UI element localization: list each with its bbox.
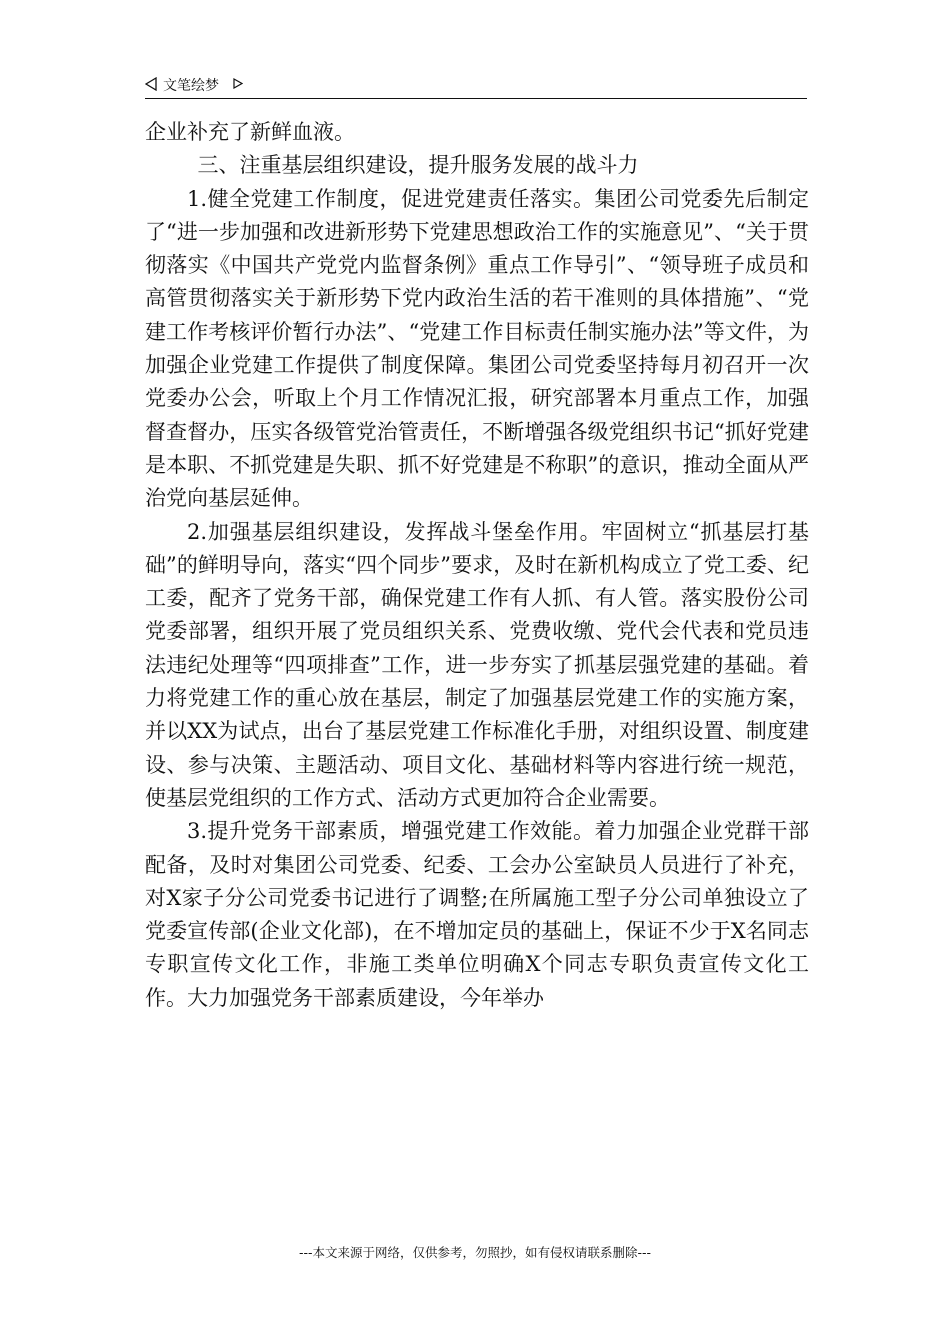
triangle-right-icon (233, 78, 243, 89)
document-body (145, 116, 809, 1015)
page-header (145, 72, 807, 99)
header-brand: 文笔绘梦 (163, 78, 219, 94)
paragraph-item-1: 1.健全党建工作制度，促进党建责任落实。集团公司党委先后制定了“进一步加强和改进新形势下党建思想政治工作的实施意见”、“关于贯彻落实《中国共产党党内监督条例》重点工作导引”、“领导班子成员和高管贯彻落实关于新形势下党内政治生活的若干准则的具体措施”、“党建工作考核评价暂行办法”、“党建工作目标责任制实施办法”等文件，为加强企业党建工作提供了制度保障。集团公司党委坚持每月初召开一次党委办公会，听取上个月工作情况汇报，研究部署本月重点工作，加强督查督办，压实各级管党治管责任，不断增强各级党组织书记“抓好党建是本职、不抓党建是失职、抓不好党建是不称职”的意识，推动全面从严治党向基层延伸。 (145, 186, 809, 511)
paragraph-item-3: 3.提升党务干部素质，增强党建工作效能。着力加强企业党群干部配备，及时对集团公司党委、纪委、工会办公室缺员人员进行了补充，对X家子分公司党委书记进行了调整;在所属施工型子分公司单独设立了党委宣传部(企业文化部)，在不增加定员的基础上，保证不少于X名同志专职宣传文化工作，非施工类单位明确X个同志专职负责宣传文化工作。大力加强党务干部素质建设，今年举办 (145, 819, 809, 1010)
triangle-left-icon (145, 77, 157, 91)
section-heading: 三、注重基层组织建设，提升服务发展的战斗力 (197, 153, 639, 178)
paragraph-continuation: 企业补充了新鲜血液。 (145, 120, 355, 144)
footer-notice: ---本文来源于网络，仅供参考，勿照抄，如有侵权请联系删除--- (298, 1245, 652, 1260)
paragraph-item-2: 2.加强基层组织建设，发挥战斗堡垒作用。牢固树立“抓基层打基础”的鲜明导向，落实“四个同步”要求，及时在新机构成立了党工委、纪工委，配齐了党务干部，确保党建工作有人抓、有人管。落实股份公司党委部署，组织开展了党员组织关系、党费收缴、党代会代表和党员违法违纪处理等“四项排查”工作，进一步夯实了抓基层强党建的基础。着力将党建工作的重心放在基层，制定了加强基层党建工作的实施方案，并以XX为试点，出台了基层党建工作标准化手册，对组织设置、制度建设、参与决策、主题活动、项目文化、基础材料等内容进行统一规范，使基层党组织的工作方式、活动方式更加符合企业需要。 (145, 519, 809, 810)
